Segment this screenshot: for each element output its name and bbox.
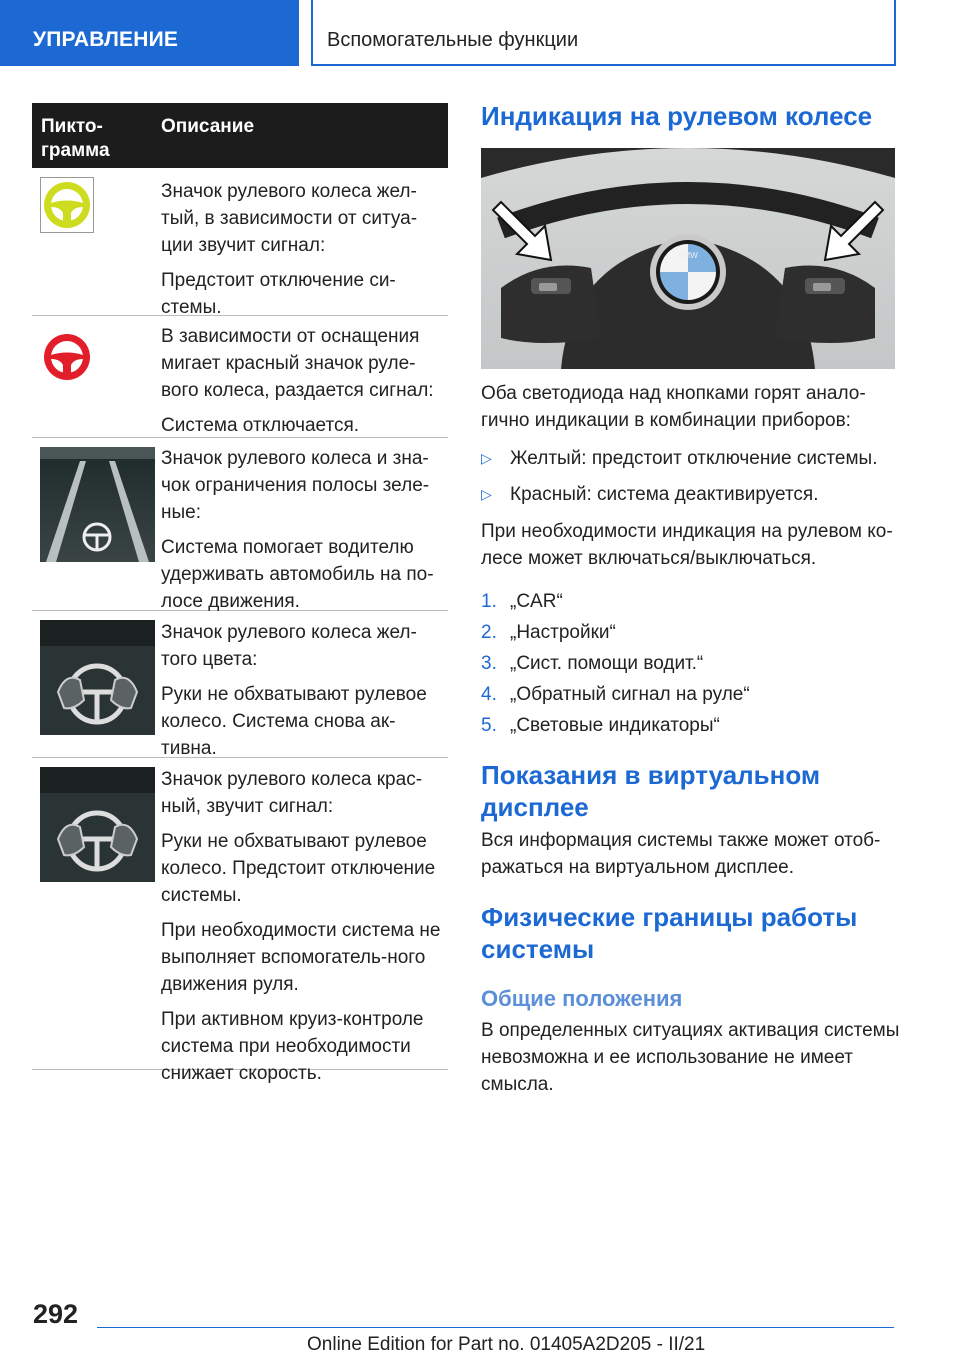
- hands-off-yellow-icon: [40, 620, 155, 740]
- page-number: 292: [33, 1299, 79, 1329]
- row-desc-line: Предстоит отключение си-стемы.: [161, 270, 396, 318]
- yellow-steering-wheel-icon: [40, 177, 94, 238]
- list-item: 3. „Сист. помощи водит.“: [481, 653, 704, 674]
- list-item: ▷ Красный: система деактивируется.: [481, 481, 901, 508]
- col-description-header: Описание: [161, 116, 255, 137]
- row-desc-line: Руки не обхватывают рулевое колесо. Предстоит отключение системы.: [161, 831, 436, 906]
- list-item: 4. „Обратный сигнал на руле“: [481, 684, 750, 705]
- list-item: ▷ Желтый: предстоит отключение системы.: [481, 445, 901, 472]
- section-heading: Показания в виртуальном дисплее: [481, 760, 821, 822]
- section-tab: УПРАВЛЕНИЕ: [0, 0, 299, 66]
- hands-off-red-icon: [40, 767, 155, 887]
- list-item: 2. „Настройки“: [481, 622, 616, 643]
- table-header: [32, 103, 448, 168]
- triangle-bullet-icon: ▷: [481, 486, 492, 502]
- section-heading: Индикация на рулевом колесе: [481, 101, 873, 131]
- row-desc-line: Руки не обхватывают рулевое колесо. Система снова ак-тивна.: [161, 684, 427, 759]
- paragraph: Оба светодиода над кнопками горят анало-гично индикации в комбинации приборов:: [481, 383, 866, 431]
- table-row: [32, 316, 448, 438]
- table-row: [32, 611, 448, 758]
- row-desc-line: При необходимости система не выполняет вспомогатель-ного движения руля.: [161, 920, 441, 995]
- chapter-title: Вспомогательные функции: [311, 0, 896, 66]
- green-lane-steering-icon: [40, 447, 155, 567]
- pictogram-table: [32, 103, 448, 1084]
- subsection-heading: Общие положения: [481, 986, 683, 1011]
- row-desc-line: Значок рулевого колеса и зна-чок ограничения полосы зеле-ные:: [161, 448, 430, 523]
- list-item: 5. „Световые индикаторы“: [481, 715, 720, 736]
- edition-footer: Online Edition for Part no. 01405A2D205 - II/21: [307, 1334, 706, 1355]
- row-desc-line: Значок рулевого колеса крас-ный, звучит сигнал:: [161, 769, 423, 817]
- paragraph: При необходимости индикация на рулевом ко-лесе может включаться/выключаться.: [481, 521, 893, 569]
- triangle-bullet-icon: ▷: [481, 450, 492, 466]
- red-steering-wheel-icon: [40, 332, 94, 387]
- row-desc-line: Система помогает водителю удерживать автомобиль на по-лосе движения.: [161, 537, 434, 612]
- row-desc-line: В зависимости от оснащения мигает красный значок руле-вого колеса, раздается сигнал:: [161, 326, 434, 401]
- row-desc-line: Значок рулевого колеса жел-тый, в зависимости от ситуа-ции звучит сигнал:: [161, 181, 418, 256]
- bullet-list: [481, 445, 901, 508]
- row-desc-line: При активном круиз-контроле система при необходимости снижает скорость.: [161, 1009, 424, 1084]
- col-pictogram-header: Пикто- грамма: [41, 116, 110, 161]
- right-column: [481, 100, 901, 1098]
- section-heading: Физические границы работы системы: [481, 902, 858, 964]
- table-row: [32, 168, 448, 316]
- row-desc-line: Значок рулевого колеса жел-того цвета:: [161, 622, 417, 670]
- row-desc-line: Система отключается.: [161, 415, 360, 436]
- bmw-logo-text: BMW: [678, 251, 698, 260]
- steps-list: [481, 588, 901, 739]
- footer-divider: [97, 1327, 894, 1328]
- table-row: [32, 758, 448, 1084]
- list-item: 1. „CAR“: [481, 591, 563, 612]
- paragraph: В определенных ситуациях активация системы невозможна и ее использование не имеет смысла.: [481, 1020, 900, 1095]
- paragraph: Вся информация системы также может отоб-ражаться на виртуальном дисплее.: [481, 830, 881, 878]
- table-row: [32, 438, 448, 611]
- steering-wheel-photo: [481, 148, 895, 369]
